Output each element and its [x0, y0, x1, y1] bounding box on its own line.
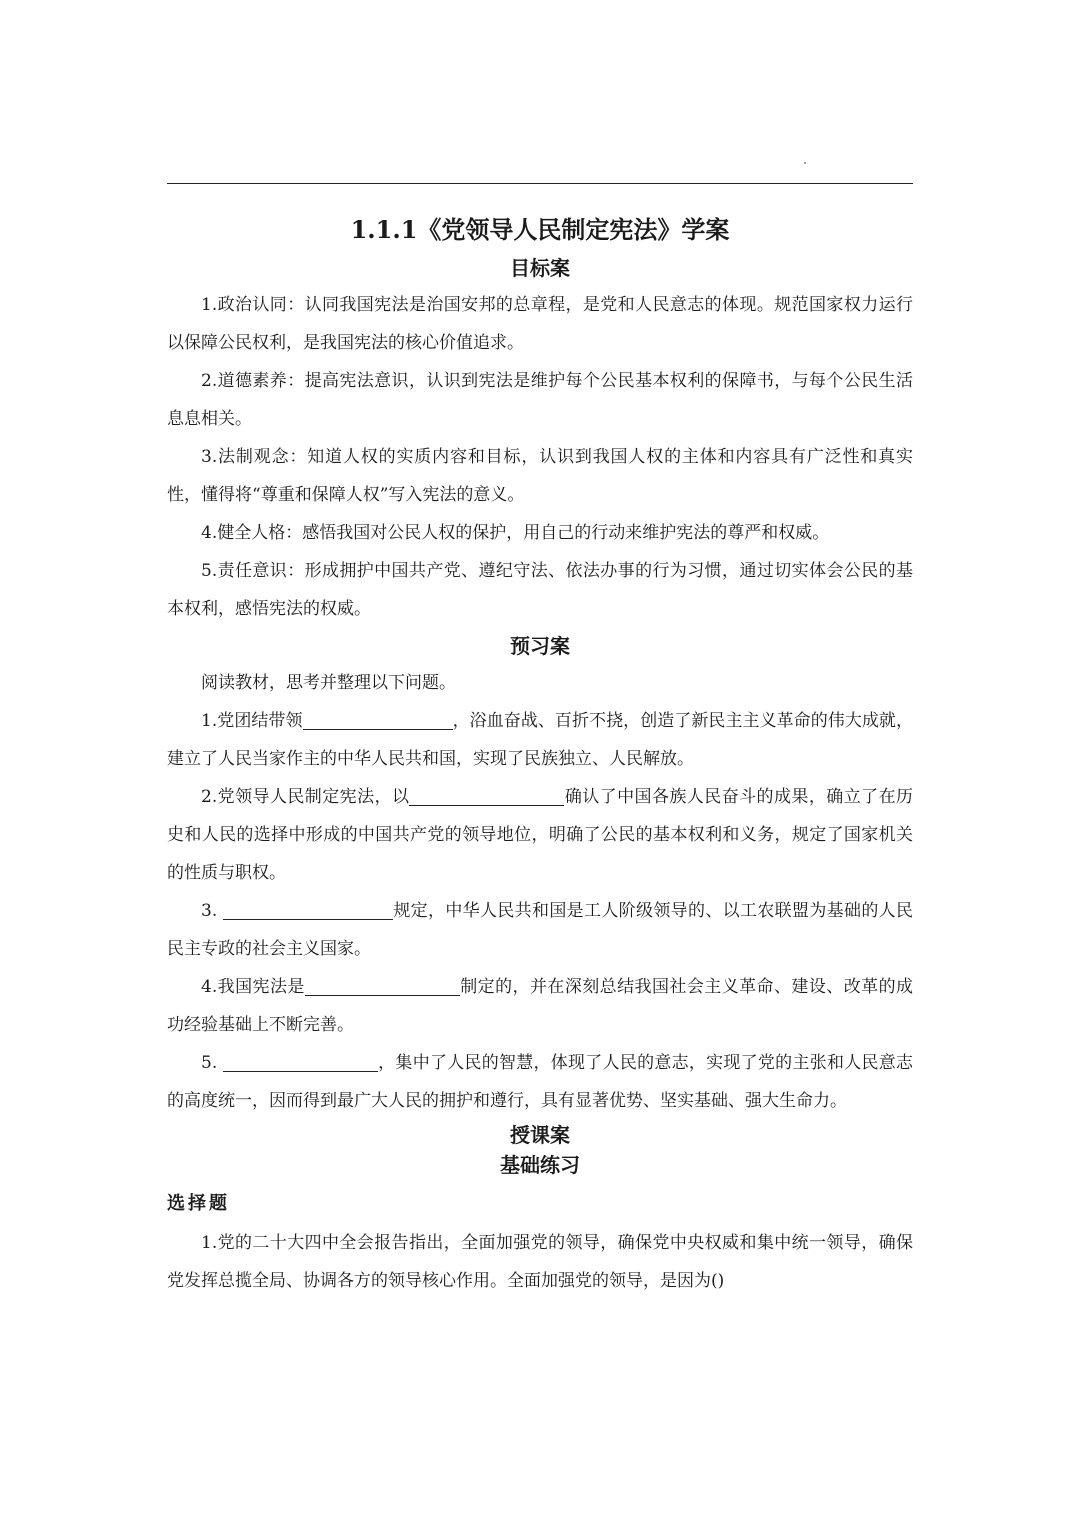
preview-question-1 — [167, 702, 913, 778]
fill-blank[interactable] — [409, 783, 564, 806]
preview-question-4 — [167, 968, 913, 1044]
fill-blank[interactable] — [223, 1049, 378, 1072]
question-text: 制定的，并在深刻总结我国社会主义革命、建设、改革的成功经验基础上不断完善。 — [167, 977, 913, 1035]
question-text: 1.党团结带领 — [201, 711, 303, 731]
objective-item: 2.道德素养：提高宪法意识，认识到宪法是维护每个公民基本权利的保障书，与每个公民生活息息相关。 — [167, 371, 913, 429]
objective-item: 4.健全人格：感悟我国对公民人权的保护，用自己的行动来维护宪法的尊严和权威。 — [201, 523, 830, 543]
question-text: 2.党领导人民制定宪法，以 — [201, 787, 410, 807]
document-page — [167, 210, 913, 1300]
question-text: 4.我国宪法是 — [201, 977, 305, 997]
objective-item: 1.政治认同：认同我国宪法是治国安邦的总章程，是党和人民意志的体现。规范国家权力运行以保障公民权利，是我国宪法的核心价值追求。 — [167, 295, 913, 353]
document-title: 1.1.1《党领导人民制定宪法》学案 — [350, 215, 730, 244]
preview-question-2 — [167, 778, 913, 892]
fill-blank[interactable] — [223, 897, 393, 920]
preview-question-3 — [167, 892, 913, 968]
objectives-heading: 目标案 — [510, 256, 570, 280]
preview-intro: 阅读教材，思考并整理以下问题。 — [201, 673, 456, 693]
header-mark — [804, 162, 806, 164]
question-text: 5. — [201, 1053, 218, 1073]
question-text: 确认了中国各族人民奋斗的成果，确立了在历史和人民的选择中形成的中国共产党的领导地位，明确了公民的基本权利和义务，规定了国家机关的性质与职权。 — [167, 787, 913, 883]
choice-question-1: 1.党的二十大四中全会报告指出，全面加强党的领导，确保党中央权威和集中统一领导，确保党发挥总揽全局、协调各方的领导核心作用。全面加强党的领导，是因为() — [167, 1233, 913, 1291]
fill-blank[interactable] — [305, 973, 460, 996]
fill-blank[interactable] — [303, 707, 453, 730]
question-text: ，浴血奋战、百折不挠，创造了新民主主义革命的伟大成就，建立了人民当家作主的中华人民共和国，实现了民族独立、人民解放。 — [167, 711, 913, 769]
basic-practice-heading: 基础练习 — [500, 1153, 580, 1177]
header-rule — [167, 183, 913, 184]
objective-item: 5.责任意识：形成拥护中国共产党、遵纪守法、依法办事的行为习惯，通过切实体会公民的基本权利，感悟宪法的权威。 — [167, 561, 913, 619]
preview-heading: 预习案 — [510, 634, 570, 658]
preview-question-5 — [167, 1044, 913, 1120]
question-text: 3. — [201, 901, 218, 921]
question-text: ，集中了人民的智慧，体现了人民的意志，实现了党的主张和人民意志的高度统一，因而得到最广大人民的拥护和遵行，具有显著优势、坚实基础、强大生命力。 — [167, 1053, 914, 1111]
question-text: 规定，中华人民共和国是工人阶级领导的、以工农联盟为基础的人民民主专政的社会主义国家。 — [167, 901, 914, 959]
choice-questions-label: 选择题 — [167, 1193, 230, 1214]
lesson-heading: 授课案 — [510, 1123, 570, 1147]
objective-item: 3.法制观念：知道人权的实质内容和目标，认识到我国人权的主体和内容具有广泛性和真实性，懂得将“尊重和保障人权”写入宪法的意义。 — [167, 447, 913, 505]
